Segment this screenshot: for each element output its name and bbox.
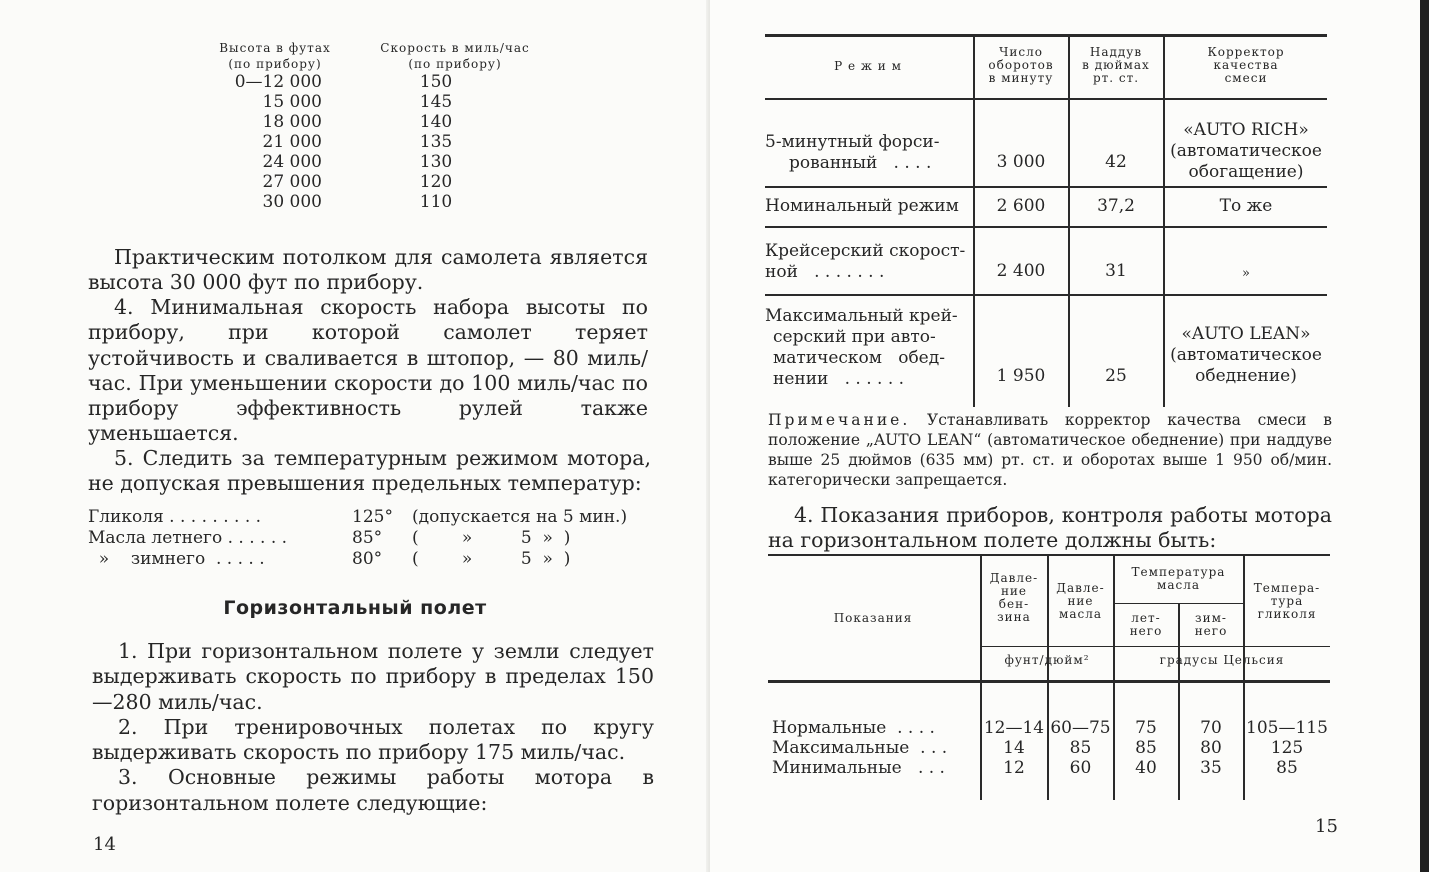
header-glycol-line: гликоля xyxy=(1257,607,1317,621)
mixture-line: обеднение) xyxy=(1195,366,1297,386)
speed-header xyxy=(360,40,550,72)
temperature-note: (допускается на 5 мин.) xyxy=(412,507,628,527)
rpm-cell: 2 600 xyxy=(996,196,1046,216)
gauge-cell-summer: 40 xyxy=(1135,758,1157,778)
boost-cell: 42 xyxy=(1105,152,1127,172)
header-mixture xyxy=(1165,46,1327,85)
paragraph-h3: 3. Основные режимы работы мотора в горизонтальном полете следующие: xyxy=(92,765,654,815)
mixture-line: «AUTO RICH» xyxy=(1183,120,1309,140)
header-summer xyxy=(1114,612,1178,638)
temperature-limits xyxy=(88,507,668,570)
gauge-cell-fuel: 12 xyxy=(1003,758,1025,778)
gauge-cell-winter: 35 xyxy=(1200,758,1222,778)
paragraph-r4: 4. Показания приборов, контроля работы мотора на горизонтальном полете должны быть: xyxy=(768,503,1332,552)
temperature-row xyxy=(88,549,668,570)
paragraph-ceiling-text: Практическим потолком для самолета является высота 30 000 фут по прибору. xyxy=(88,245,648,295)
paragraph-h2: 2. При тренировочных полетах по кругу выдерживать скорость по прибору 175 миль/час. xyxy=(92,714,654,765)
header-boost-line: в дюймах xyxy=(1082,58,1150,72)
mixture-line: обогащение) xyxy=(1188,162,1304,182)
header-oil-pressure-line: масла xyxy=(1059,607,1102,621)
gauge-cell-oil: 60—75 xyxy=(1050,718,1111,738)
header-oil-temp-line: Температура xyxy=(1131,565,1226,579)
header-fuel-line: Давле- xyxy=(989,571,1039,585)
speed-cell: 120 xyxy=(419,172,453,192)
gauge-row-label: Нормальные . . . . xyxy=(772,718,935,738)
speed-table-row xyxy=(190,192,550,212)
altitude-cell: 27 000 xyxy=(262,172,322,192)
header-fuel-line: ние xyxy=(1000,584,1028,598)
mode-cell xyxy=(765,306,971,390)
gauge-cell-glycol: 125 xyxy=(1270,738,1304,758)
speed-table-row xyxy=(190,172,550,192)
mixture-cell xyxy=(1165,324,1327,387)
temperature-note: ( » 5 » ) xyxy=(412,528,571,548)
gauge-cell-glycol: 105—115 xyxy=(1246,718,1328,738)
gauge-cell-oil: 60 xyxy=(1069,758,1092,778)
speed-table-row xyxy=(190,112,550,132)
header-rpm-line: Число xyxy=(999,45,1043,59)
header-glycol-line: тура xyxy=(1270,594,1304,608)
unit-temperature: градусы Цельсия xyxy=(1159,653,1285,667)
mode-line: матическом обед- xyxy=(773,348,945,368)
header-mode: Р е ж и м xyxy=(834,59,902,73)
altitude-header xyxy=(190,40,360,72)
mixture-cell: » xyxy=(1242,266,1250,281)
speed-cell: 135 xyxy=(419,132,453,152)
boost-cell: 25 xyxy=(1105,366,1127,386)
header-fuel-line: бен- xyxy=(998,597,1030,611)
temperature-label: » зимнего . . . . . xyxy=(88,549,265,569)
mode-line: серский при авто- xyxy=(773,327,936,347)
gauge-cell-fuel: 14 xyxy=(1003,738,1025,758)
gauge-cell-fuel: 12—14 xyxy=(983,718,1045,738)
altitude-cell: 15 000 xyxy=(262,92,322,112)
gauge-cell-oil: 85 xyxy=(1069,738,1092,758)
altitude-header-line: Высота в футах xyxy=(219,41,331,55)
speed-altitude-table xyxy=(190,40,550,212)
mixture-line: (автоматическое xyxy=(1170,141,1322,161)
rpm-cell: 1 950 xyxy=(996,366,1046,386)
mode-line: Крейсерский скорост- xyxy=(765,241,966,261)
header-summer-line: него xyxy=(1129,624,1163,638)
paragraph-5 xyxy=(88,446,651,497)
speed-table-row xyxy=(190,152,550,172)
header-boost-line: рт. ст. xyxy=(1092,71,1140,85)
gauge-row-label: Максимальные . . . xyxy=(772,738,948,758)
speed-cell: 150 xyxy=(419,72,453,92)
header-rpm-line: оборотов xyxy=(988,58,1054,72)
page-edge-shadow xyxy=(1420,0,1429,872)
header-fuel xyxy=(981,572,1047,624)
header-glycol-line: Темпера- xyxy=(1253,581,1321,595)
rpm-cell: 2 400 xyxy=(996,261,1046,281)
boost-cell: 31 xyxy=(1105,261,1127,281)
mode-line: ной . . . . . . . xyxy=(765,262,885,282)
temperature-note: ( » 5 » ) xyxy=(412,549,571,569)
mode-cell xyxy=(765,241,971,283)
note-label: Примечание. xyxy=(768,411,911,429)
paragraph-4 xyxy=(88,295,648,447)
header-summer-line: лет- xyxy=(1131,611,1161,625)
header-label: Показания xyxy=(833,611,913,625)
speed-header-line: (по прибору) xyxy=(408,57,502,71)
rpm-cell: 3 000 xyxy=(996,152,1046,172)
page-number-left: 14 xyxy=(93,834,116,855)
header-boost-line: Наддув xyxy=(1089,45,1143,59)
gauge-row-label: Минимальные . . . xyxy=(772,758,945,778)
speed-table-row xyxy=(190,92,550,112)
header-winter xyxy=(1179,612,1243,638)
left-page xyxy=(0,0,710,872)
paragraph-h1: 1. При горизонтальном полете у земли следует выдерживать скорость по прибору в пределах 150—280 миль/час. xyxy=(92,639,654,714)
header-rpm xyxy=(975,46,1067,85)
altitude-cell: 18 000 xyxy=(262,112,322,132)
page-number-right: 15 xyxy=(1315,816,1338,837)
unit-pressure: фунт/дюйм² xyxy=(1004,653,1090,667)
section-title: Горизонтальный полет xyxy=(223,597,487,619)
mixture-line: (автоматическое xyxy=(1170,345,1322,365)
gauge-cell-winter: 80 xyxy=(1200,738,1222,758)
temperature-value: 80° xyxy=(352,549,383,569)
paragraph-4-text: 4. Минимальная скорость набора высоты по прибору, при которой самолет теряет устойчивость и сваливается в штопор, — 80 миль/час. При уменьшении скорости до 100 миль/час по прибору эффективность рулей также уменьшается. xyxy=(88,295,648,446)
mode-line: 5-минутный форси- xyxy=(765,132,940,152)
altitude-cell: 24 000 xyxy=(262,152,322,172)
mode-line: рованный . . . . xyxy=(789,153,932,173)
mixture-line: «AUTO LEAN» xyxy=(1181,324,1311,344)
header-boost xyxy=(1070,46,1162,85)
gauge-cell-glycol: 85 xyxy=(1276,758,1298,778)
header-winter-line: зим- xyxy=(1195,611,1227,625)
gauge-cell-summer: 75 xyxy=(1135,718,1157,738)
note-paragraph xyxy=(768,410,1332,490)
header-mixture-line: качества xyxy=(1213,58,1279,72)
speed-table-row xyxy=(190,132,550,152)
temperature-value: 85° xyxy=(352,528,383,548)
speed-cell: 110 xyxy=(419,192,453,212)
gauge-cell-summer: 85 xyxy=(1135,738,1157,758)
header-mixture-line: смеси xyxy=(1224,71,1268,85)
mixture-cell xyxy=(1165,120,1327,183)
altitude-header-line: (по прибору) xyxy=(228,57,322,71)
header-mixture-line: Корректор xyxy=(1207,45,1285,59)
altitude-cell: 21 000 xyxy=(262,132,322,152)
mode-cell xyxy=(765,132,971,174)
speed-cell: 145 xyxy=(419,92,453,112)
paragraph-5-text: 5. Следить за температурным режимом мотора, не допуская превышения предельных температур: xyxy=(88,446,651,496)
speed-header-line: Скорость в миль/час xyxy=(380,41,530,55)
altitude-cell: 30 000 xyxy=(262,192,322,212)
header-glycol xyxy=(1244,582,1330,621)
gauge-cell-winter: 70 xyxy=(1200,718,1222,738)
horizontal-flight-paragraphs xyxy=(92,639,654,816)
header-oil-temp xyxy=(1114,566,1243,592)
mode-cell: Номинальный режим xyxy=(765,196,959,216)
paragraph-ceiling xyxy=(88,245,648,296)
temperature-label: Масла летнего . . . . . . xyxy=(88,528,288,548)
header-oil-pressure xyxy=(1048,582,1113,621)
speed-cell: 140 xyxy=(419,112,453,132)
temperature-value: 125° xyxy=(352,507,393,527)
temperature-row xyxy=(88,528,668,549)
header-fuel-line: зина xyxy=(997,610,1031,624)
header-oil-pressure-line: Давле- xyxy=(1056,581,1105,595)
speed-table-body xyxy=(190,72,550,212)
temperature-label: Гликоля . . . . . . . . . xyxy=(88,507,262,527)
altitude-cell: 0—12 000 xyxy=(234,72,322,92)
mode-line: нении . . . . . . xyxy=(773,369,905,389)
mixture-cell: То же xyxy=(1219,196,1273,216)
speed-cell: 130 xyxy=(419,152,453,172)
mode-line: Максимальный крей- xyxy=(765,306,958,326)
note-text: Устанавливать корректор качества смеси в положение „AUTO LEAN“ (автоматическое обеднение) при наддуве выше 25 дюймов (635 мм) рт. ст. и оборотах выше 1 950 об/мин. категорически запрещается. xyxy=(768,411,1332,489)
header-oil-temp-line: масла xyxy=(1157,578,1200,592)
speed-table-row xyxy=(190,72,550,92)
boost-cell: 37,2 xyxy=(1097,196,1135,216)
header-oil-pressure-line: ние xyxy=(1067,594,1094,608)
header-rpm-line: в минуту xyxy=(988,71,1054,85)
temperature-row xyxy=(88,507,668,528)
header-winter-line: него xyxy=(1194,624,1228,638)
speed-table-header xyxy=(190,40,550,72)
